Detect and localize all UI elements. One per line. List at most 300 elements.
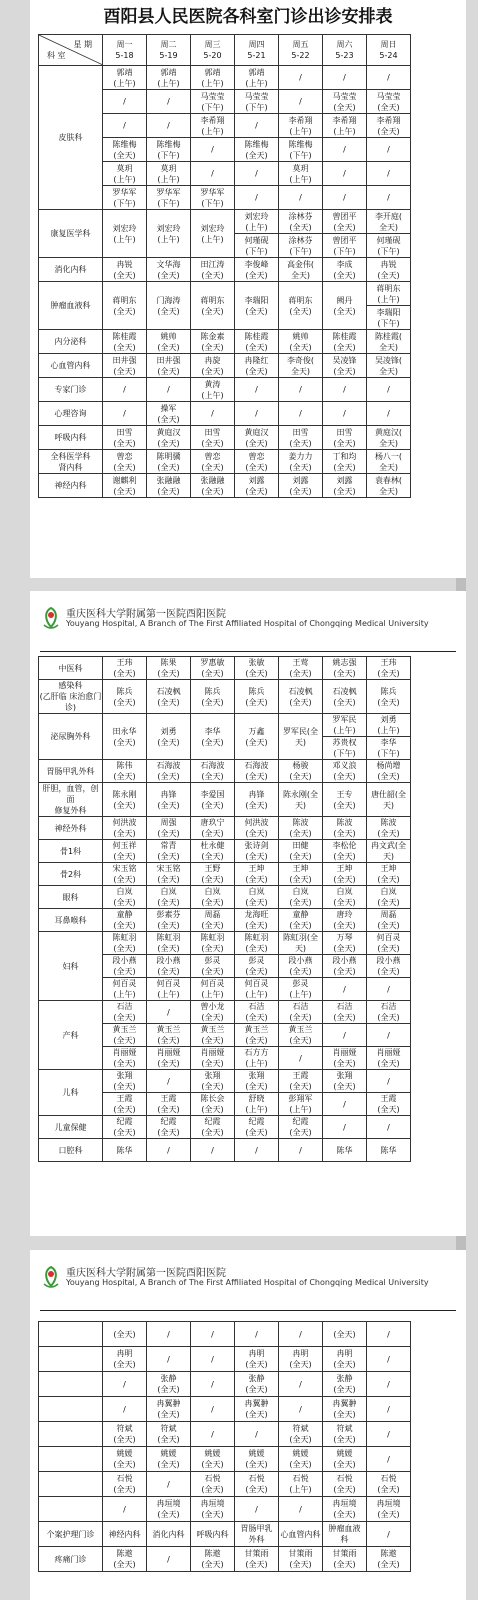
cell-text: 童静: [292, 910, 309, 919]
cell-text: 蒋明东: [200, 295, 225, 305]
cell-text: 杨八一(: [374, 451, 403, 461]
cell-text: (全天): [289, 669, 312, 678]
cell-text: 李瑞阳: [244, 295, 269, 305]
cell-text: 丁和均: [332, 451, 357, 461]
cell-text: /: [123, 385, 126, 394]
cell-text: 袁春林(: [374, 475, 403, 485]
schedule-cell: [235, 1347, 279, 1372]
cell-text: (全天): [113, 829, 136, 838]
cell-text: 唐仕韶(全: [370, 789, 407, 799]
cell-text: (全天): [377, 102, 400, 112]
cell-text: 白岚: [380, 887, 397, 896]
schedule-cell: [367, 1047, 411, 1070]
cell-text: 冉锐: [380, 259, 397, 269]
cell-text: (全天): [245, 898, 268, 907]
table-row: [39, 783, 411, 817]
dept-name: 神经外科: [54, 823, 87, 833]
schedule-cell: [147, 955, 191, 978]
cell-text: 冉锋: [160, 789, 177, 799]
cell-text: (全天): [333, 1360, 356, 1369]
schedule-cell: [235, 680, 279, 714]
schedule-cell: [279, 840, 323, 863]
schedule-cell: [235, 1024, 279, 1047]
schedule-cell: [323, 1522, 367, 1547]
cell-text: (全天): [201, 366, 224, 376]
schedule-cell: [279, 1024, 323, 1047]
cell-text: 刘露: [336, 475, 353, 485]
schedule-cell: [279, 402, 323, 426]
schedule-cell: [191, 258, 235, 282]
cell-text: 白岚: [204, 887, 221, 896]
cell-text: /: [343, 169, 346, 178]
cell-text: (全天): [113, 1485, 136, 1494]
cell-text: /: [299, 385, 302, 394]
cell-text: /: [123, 1404, 126, 1414]
cell-text: (全天): [201, 270, 224, 280]
cell-text: 冉明: [116, 1349, 133, 1358]
schedule-cell: [103, 114, 147, 138]
dept-cell: [39, 210, 103, 258]
schedule-cell: [103, 330, 147, 354]
schedule-cell: [235, 1522, 279, 1547]
cell-text: 陈维梅: [156, 139, 181, 149]
cell-text: (全天): [245, 1128, 268, 1137]
cell-text: (上午): [113, 990, 136, 999]
cell-text: (全天): [113, 150, 136, 160]
dept-cell: [39, 1322, 103, 1347]
dept-cell: [39, 378, 103, 402]
cell-text: (上午): [157, 234, 180, 244]
dept-cell: [39, 1139, 103, 1162]
schedule-cell: [367, 840, 411, 863]
schedule-cell: [323, 1497, 367, 1522]
cell-text: (全天): [245, 967, 268, 976]
cell-text: (全天): [289, 875, 312, 884]
cell-text: 冉明: [336, 1349, 353, 1358]
cell-text: (下午): [157, 150, 180, 160]
table-row: [39, 1497, 411, 1522]
schedule-cell: [279, 1522, 323, 1547]
dept-cell: [39, 354, 103, 378]
cell-text: (全天): [377, 1560, 400, 1569]
schedule-cell: [367, 1497, 411, 1522]
cell-text: 李华: [380, 738, 397, 747]
cell-text: (下午): [333, 246, 356, 256]
schedule-cell: [191, 863, 235, 886]
cell-text: 全天): [290, 366, 311, 376]
schedule-cell: [367, 817, 411, 840]
cell-text: 段小燕: [112, 956, 137, 965]
cell-text: 全天): [378, 366, 399, 376]
table-row: [39, 66, 411, 90]
schedule-cell: [235, 378, 279, 402]
cell-text: 何瑾砚: [376, 235, 401, 245]
day-label: 周日: [380, 40, 397, 49]
schedule-cell: [235, 955, 279, 978]
cell-text: /: [123, 121, 126, 130]
cell-text: 杜永健: [200, 841, 225, 850]
cell-text: 肖丽娅: [200, 1048, 225, 1057]
schedule-cell: [279, 426, 323, 450]
cell-text: 甘策雨: [332, 1549, 357, 1558]
schedule-cell: [323, 737, 367, 760]
cell-text: /: [387, 1076, 390, 1086]
schedule-cell: [367, 1093, 411, 1116]
day-header: [323, 35, 367, 66]
cell-text: (全天): [113, 669, 136, 678]
schedule-cell: [235, 90, 279, 114]
cell-text: 段小燕: [376, 956, 401, 965]
schedule-cell: [323, 1047, 367, 1070]
schedule-cell: [279, 1497, 323, 1522]
table-row: [39, 1397, 411, 1422]
schedule-cell: [235, 783, 279, 817]
schedule-cell: [367, 1522, 411, 1547]
schedule-cell: [103, 1547, 147, 1572]
schedule-cell: [191, 1047, 235, 1070]
cell-text: /: [211, 1145, 214, 1155]
schedule-cell: [235, 1322, 279, 1347]
cell-text: (全天): [245, 1460, 268, 1469]
schedule-cell: [103, 978, 147, 1001]
cell-text: 甘策雨: [244, 1549, 269, 1558]
schedule-cell: [235, 1397, 279, 1422]
schedule-cell: [147, 162, 191, 186]
table-row: [39, 1347, 411, 1372]
cell-text: /: [387, 1529, 390, 1539]
table-row: [39, 657, 411, 680]
cell-text: 姚志强: [332, 658, 357, 667]
cell-text: (全天): [157, 852, 180, 861]
cell-text: /: [255, 121, 258, 130]
cell-text: 全天): [378, 462, 399, 472]
table-row: [39, 817, 411, 840]
schedule-cell: [367, 234, 411, 258]
schedule-cell: [147, 1522, 191, 1547]
day-label: 周四: [248, 40, 265, 49]
schedule-cell: [103, 1472, 147, 1497]
schedule-cell: [323, 1070, 367, 1093]
cell-text: (上午): [289, 174, 312, 184]
cell-text: (全天): [289, 697, 312, 707]
cell-text: (全天): [157, 1059, 180, 1068]
schedule-cell: [103, 909, 147, 932]
table-row: [39, 760, 411, 783]
schedule-cell: [191, 162, 235, 186]
cell-text: (全天): [113, 1082, 136, 1091]
cell-text: 天): [294, 737, 307, 747]
cell-text: /: [123, 1504, 126, 1514]
schedule-cell: [323, 1472, 367, 1497]
cell-text: 刘露: [248, 475, 265, 485]
schedule-cell: [147, 714, 191, 760]
cell-text: (全天): [377, 875, 400, 884]
cell-text: (下午): [377, 246, 400, 256]
schedule-cell: [235, 354, 279, 378]
schedule-cell: [279, 186, 323, 210]
schedule-cell: [235, 186, 279, 210]
cell-text: 郭靖: [204, 67, 221, 77]
schedule-cell: [147, 783, 191, 817]
schedule-cell: [103, 186, 147, 210]
schedule-cell: [191, 90, 235, 114]
schedule-cell: [279, 1093, 323, 1116]
cell-text: 符斌: [292, 1424, 309, 1433]
cell-text: 刘宏玲: [112, 223, 137, 233]
cell-text: (全天): [245, 944, 268, 953]
cell-text: 曾恋: [116, 451, 133, 461]
cell-text: 石海波: [156, 761, 181, 770]
cell-text: /: [387, 1030, 390, 1040]
schedule-cell: [235, 909, 279, 932]
cell-text: (全天): [113, 967, 136, 976]
cell-text: 彭灵: [248, 956, 265, 965]
cell-text: 黄涛: [204, 379, 221, 389]
dept-name: 中医科: [58, 663, 83, 673]
dept-cell: [39, 1070, 103, 1116]
table-row: [39, 474, 411, 498]
schedule-cell: [147, 402, 191, 426]
cell-text: 田雪: [292, 427, 309, 437]
cell-text: 石洁: [380, 1002, 397, 1011]
cell-text: 黄庭汉: [244, 427, 269, 437]
schedule-cell: [367, 737, 411, 760]
cell-text: (全天): [333, 486, 356, 496]
cell-text: (全天): [201, 967, 224, 976]
cell-text: (全天): [201, 944, 224, 953]
table-row: [39, 863, 411, 886]
schedule-cell: [323, 955, 367, 978]
dept-cell: [39, 657, 103, 680]
cell-text: 黄庭汉(: [374, 427, 403, 437]
schedule-cell: [323, 1347, 367, 1372]
dept-cell: [39, 886, 103, 909]
cell-text: /: [299, 1379, 302, 1389]
schedule-cell: [279, 1347, 323, 1372]
cell-text: 王莺: [292, 658, 309, 667]
cell-text: 陈虹羽: [244, 933, 269, 942]
cell-text: (全天): [113, 697, 136, 707]
cell-text: (全天): [201, 737, 224, 747]
cell-text: (全天): [157, 829, 180, 838]
schedule-cell: [367, 426, 411, 450]
cell-text: (全天): [113, 1560, 136, 1569]
schedule-cell: [147, 932, 191, 955]
cell-text: 段小燕: [288, 956, 313, 965]
schedule-cell: [103, 714, 147, 760]
cell-text: /: [343, 145, 346, 154]
cell-text: (全天): [289, 1560, 312, 1569]
schedule-cell: [279, 474, 323, 498]
schedule-cell: [279, 114, 323, 138]
schedule-cell: [323, 138, 367, 162]
cell-text: 何洪波: [112, 818, 137, 827]
cell-text: (全天): [245, 438, 268, 448]
cell-text: 王玮: [116, 658, 133, 667]
schedule-cell: [147, 258, 191, 282]
cell-text: 操军: [160, 403, 177, 413]
dept-cell: [39, 863, 103, 886]
cell-text: (全天): [245, 150, 268, 160]
cell-text: (全天): [201, 462, 224, 472]
schedule-cell: [191, 1522, 235, 1547]
cell-text: 刘宏玲: [200, 223, 225, 233]
schedule-cell: [147, 817, 191, 840]
cell-text: (全天): [113, 1360, 136, 1369]
schedule-cell: [147, 978, 191, 1001]
schedule-cell: [191, 932, 235, 955]
schedule-cell: [103, 783, 147, 817]
dept-cell: [39, 402, 103, 426]
cell-text: /: [255, 385, 258, 394]
cell-text: /: [299, 1404, 302, 1414]
schedule-cell: [279, 886, 323, 909]
cell-text: /: [255, 1145, 258, 1155]
cell-text: /: [167, 121, 170, 130]
cell-text: /: [211, 1379, 214, 1389]
cell-text: /: [255, 1429, 258, 1439]
schedule-cell: [191, 1024, 235, 1047]
dept-cell: [39, 1472, 103, 1497]
cell-text: 张诗剑: [244, 841, 269, 850]
cell-text: (全天): [157, 898, 180, 907]
cell-text: (全天): [289, 1013, 312, 1022]
dept-name: 心理咨询: [54, 409, 87, 418]
cell-text: 黄玉兰: [200, 1025, 225, 1034]
cell-text: (上午): [377, 294, 400, 304]
cell-text: 石悦: [248, 1474, 265, 1483]
schedule-cell: [103, 1497, 147, 1522]
dept-cell: [39, 1116, 103, 1139]
date-label: 5-18: [115, 51, 134, 60]
cell-text: 张融融: [200, 475, 225, 485]
hospital-name-en: Youyang Hospital, A Branch of The First Affiliated Hospital of Chongqing Medical University: [66, 619, 429, 628]
cell-text: /: [167, 1479, 170, 1489]
cell-text: (下午): [201, 102, 224, 112]
cell-text: 全天): [378, 486, 399, 496]
schedule-cell: [323, 378, 367, 402]
cell-text: (全天): [333, 462, 356, 472]
dept-name: 内分泌科: [54, 337, 87, 346]
schedule-cell: [147, 114, 191, 138]
cell-text: (全天): [113, 1059, 136, 1068]
cell-text: (全天): [333, 800, 356, 810]
schedule-cell: [367, 1547, 411, 1572]
cell-text: 吴凌锋(: [374, 355, 403, 365]
table-row: [39, 1447, 411, 1472]
schedule-cell: [103, 90, 147, 114]
cell-text: 李希翔: [200, 115, 225, 125]
cell-text: 何百灵: [112, 979, 137, 988]
cell-text: (全天): [113, 342, 136, 352]
cell-text: (全天): [333, 1059, 356, 1068]
day-label: 周五: [292, 40, 309, 49]
schedule-cell: [323, 186, 367, 210]
schedule-cell: [279, 1397, 323, 1422]
cell-text: (全天): [113, 898, 136, 907]
cell-text: /: [255, 409, 258, 418]
cell-text: 消化内科: [152, 1529, 185, 1539]
schedule-cell: [367, 330, 411, 354]
cell-text: (全天): [245, 1082, 268, 1091]
cell-text: (全天): [157, 462, 180, 472]
cell-text: 纪霞: [160, 1117, 177, 1126]
dept-name: 产科: [62, 1030, 79, 1040]
cell-text: (全天): [157, 921, 180, 930]
cell-text: 陈华: [116, 1145, 133, 1155]
day-header: [191, 35, 235, 66]
cell-text: /: [387, 169, 390, 178]
cell-text: 陈维梅: [112, 139, 137, 149]
cell-text: (下午): [377, 749, 400, 758]
cell-text: (全天): [333, 852, 356, 861]
schedule-cell: [235, 1497, 279, 1522]
cell-text: (全天): [377, 1013, 400, 1022]
schedule-cell: [191, 66, 235, 90]
schedule-cell: [147, 330, 191, 354]
schedule-cell: [191, 1347, 235, 1372]
schedule-cell: [235, 1093, 279, 1116]
schedule-cell: [103, 840, 147, 863]
table-row: [39, 426, 411, 450]
schedule-cell: [235, 474, 279, 498]
cell-text: 张静: [336, 1374, 353, 1383]
cell-text: 肿瘤血液: [328, 1524, 361, 1533]
cell-text: (全天): [157, 772, 180, 781]
cell-text: 万琴: [336, 933, 353, 942]
cell-text: 冉锋: [248, 789, 265, 799]
schedule-page-2: [30, 591, 466, 1236]
table-row: [39, 680, 411, 714]
schedule-cell: [103, 162, 147, 186]
schedule-cell: [367, 1070, 411, 1093]
table-row: [39, 258, 411, 282]
dept-name: 口腔科: [58, 1145, 83, 1155]
schedule-cell: [367, 282, 411, 306]
cell-text: /: [255, 1329, 258, 1339]
schedule-cell: [367, 1422, 411, 1447]
cell-text: 王坤: [380, 864, 397, 873]
cell-text: 段小燕: [156, 956, 181, 965]
cell-text: (全天): [289, 222, 312, 232]
schedule-cell: [367, 306, 411, 330]
dept-cell: [39, 817, 103, 840]
cell-text: (全天): [245, 1560, 268, 1569]
cell-text: (上午): [289, 990, 312, 999]
cell-text: /: [343, 984, 346, 994]
schedule-cell: [323, 657, 367, 680]
hospital-logo-icon: [40, 605, 62, 631]
cell-text: 石悦: [292, 1474, 309, 1483]
schedule-cell: [323, 932, 367, 955]
cell-text: 邓义浪: [332, 761, 357, 770]
table-row: [39, 886, 411, 909]
header-row: [39, 35, 411, 66]
cell-text: 石洁: [248, 1002, 265, 1011]
schedule-cell: [279, 760, 323, 783]
cell-text: 周强: [160, 818, 177, 827]
cell-text: (全天): [157, 414, 180, 424]
table-row: [39, 714, 411, 737]
corner-bottom-label: 科 室: [47, 51, 66, 60]
cell-text: (全天): [377, 126, 400, 136]
cell-text: (全天): [201, 1082, 224, 1091]
dept-cell: [39, 1001, 103, 1070]
cell-text: (全天): [113, 1105, 136, 1114]
cell-text: 蒋明东: [376, 283, 401, 293]
cell-text: 陈桂霞: [112, 331, 137, 341]
cell-text: 冉旋: [204, 355, 221, 365]
